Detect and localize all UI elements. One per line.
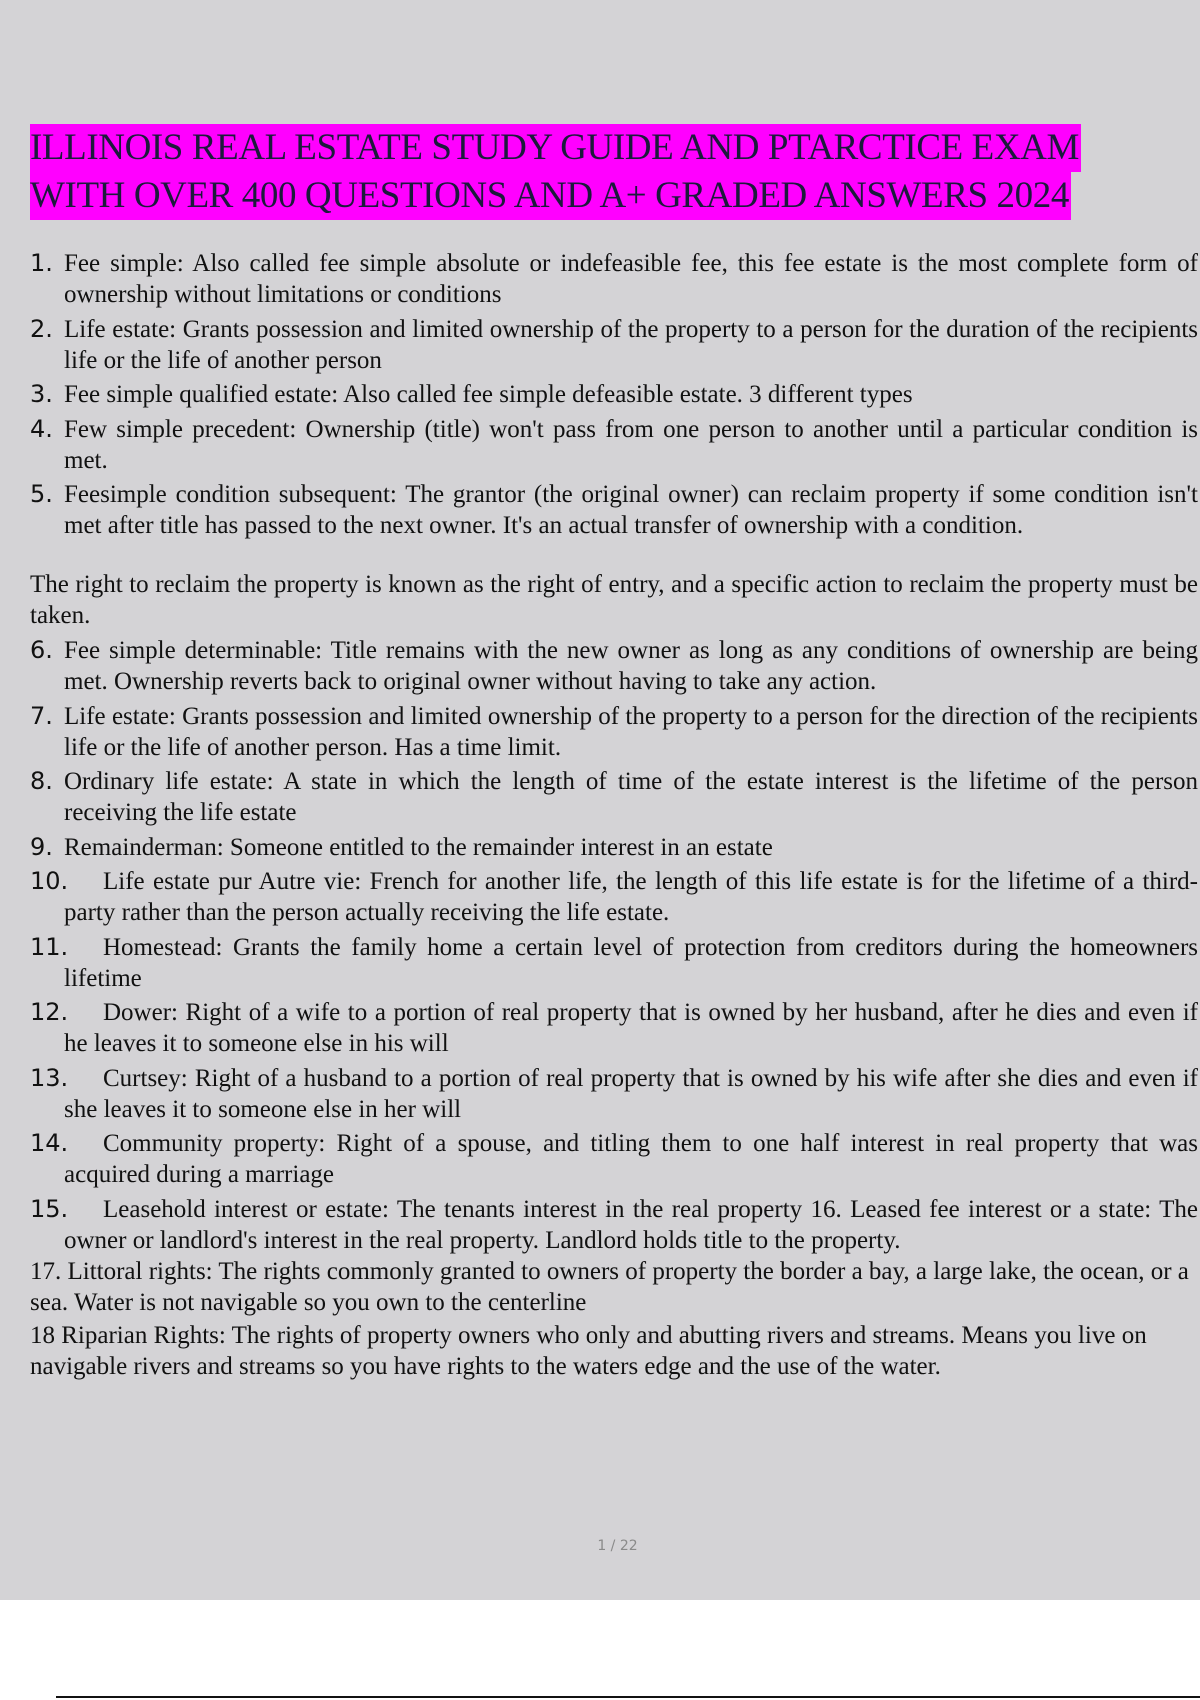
list-item xyxy=(30,1194,1198,1256)
list-item-text: Community property: Right of a spouse, and titling them to one half interest in real property that was acquired during a marriage xyxy=(64,1130,1198,1188)
list-item-number: 9. xyxy=(30,832,53,861)
list-item xyxy=(30,248,1198,310)
list-item xyxy=(30,635,1198,697)
page-number: 1 / 22 xyxy=(597,1538,638,1554)
list-item-number: 5. xyxy=(30,480,53,508)
list-item-text: Life estate: Grants possession and limited ownership of the property to a person for the duration of the recipients life or the life of another person xyxy=(64,315,1198,374)
list-item-number: 1. xyxy=(30,249,53,277)
list-item-text: Dower: Right of a wife to a portion of real property that is owned by her husband, after he dies and even if he leaves it to someone else in his will xyxy=(64,999,1198,1057)
list-item-number: 11. xyxy=(30,932,69,961)
list-item xyxy=(30,766,1198,828)
body-line: 17. Littoral rights: The rights commonly granted to owners of property the border a bay, a large lake, the ocean, or a sea. Water is not navigable so you own to the centerline xyxy=(30,1257,1189,1316)
list-item xyxy=(30,1128,1198,1190)
list-item xyxy=(30,866,1198,928)
body-line: 18 Riparian Rights: The rights of property owners who only and abutting rivers and streams. Means you live on navigable rivers and streams so you have rights to the waters edge and the use of the water. xyxy=(30,1321,1147,1380)
title-line-1: ILLINOIS REAL ESTATE STUDY GUIDE AND PTARCTICE EXAM xyxy=(30,124,1081,172)
document-title xyxy=(30,124,1200,220)
list-item-text: Fee simple qualified estate: Also called fee simple defeasible estate. 3 different types xyxy=(64,381,913,408)
list-item-text: Remainderman: Someone entitled to the remainder interest in an estate xyxy=(64,833,773,861)
list-item-text: Curtsey: Right of a husband to a portion of real property that is owned by his wife after she dies and even if she leaves it to someone else in her will xyxy=(64,1064,1198,1123)
list-item-number: 4. xyxy=(30,414,53,443)
list-item-number: 2. xyxy=(30,314,53,343)
list-item-text: Leasehold interest or estate: The tenants interest in the real property 16. Leased fee interest or a state: The owner or landlord's interest in the real property. Landlord holds title to the property. xyxy=(64,1195,1198,1254)
list-item xyxy=(30,1063,1198,1125)
list-item-number: 13. xyxy=(30,1063,69,1092)
list-item xyxy=(30,314,1198,376)
list-item xyxy=(30,932,1198,994)
list-item xyxy=(30,701,1198,763)
list-item-number: 15. xyxy=(30,1194,69,1223)
list-item-number: 3. xyxy=(30,380,53,408)
list-item-text: Feesimple condition subsequent: The grantor (the original owner) can reclaim property if some condition isn't met after title has passed to the next owner. It's an actual transfer of ownership with a condition. xyxy=(64,481,1198,539)
list-item xyxy=(30,832,1198,863)
list-item-number: 14. xyxy=(30,1129,69,1157)
list-item-text: Life estate: Grants possession and limited ownership of the property to a person for the direction of the recipients life or the life of another person. Has a time limit. xyxy=(64,702,1198,761)
list-item xyxy=(30,414,1198,476)
list-item-number: 10. xyxy=(30,867,69,895)
list-item-text: Homestead: Grants the family home a certain level of protection from creditors during the homeowners lifetime xyxy=(64,933,1198,992)
list-item-text: Few simple precedent: Ownership (title) won't pass from one person to another until a particular condition is met. xyxy=(64,415,1198,474)
list-item-number: 6. xyxy=(30,636,53,664)
document-body xyxy=(30,248,1198,1384)
list-item-number: 12. xyxy=(30,998,69,1026)
list-item-number: 8. xyxy=(30,767,53,795)
list-item-number: 7. xyxy=(30,701,53,730)
list-item xyxy=(30,479,1198,541)
list-item-text: Fee simple: Also called fee simple absolute or indefeasible fee, this fee estate is the most complete form of ownership without limitations or conditions xyxy=(64,250,1198,308)
title-line-2: WITH OVER 400 QUESTIONS AND A+ GRADED ANSWERS 2024 xyxy=(30,172,1071,220)
list-item-text: Fee simple determinable: Title remains with the new owner as long as any conditions of ownership are being met. Ownership reverts back to original owner without having to take any action. xyxy=(64,637,1198,695)
list-item-text: Ordinary life estate: A state in which the length of time of the estate interest is the lifetime of the person receiving the life estate xyxy=(64,768,1198,826)
page-divider xyxy=(56,1696,1200,1698)
list-item-text: Life estate pur Autre vie: French for another life, the length of this life estate is for the lifetime of a third-party rather than the person actually receiving the life estate. xyxy=(64,868,1198,926)
list-item xyxy=(30,997,1198,1059)
body-paragraph: The right to reclaim the property is known as the right of entry, and a specific action to reclaim the property must be taken. xyxy=(30,571,1198,629)
list-item xyxy=(30,379,1198,410)
